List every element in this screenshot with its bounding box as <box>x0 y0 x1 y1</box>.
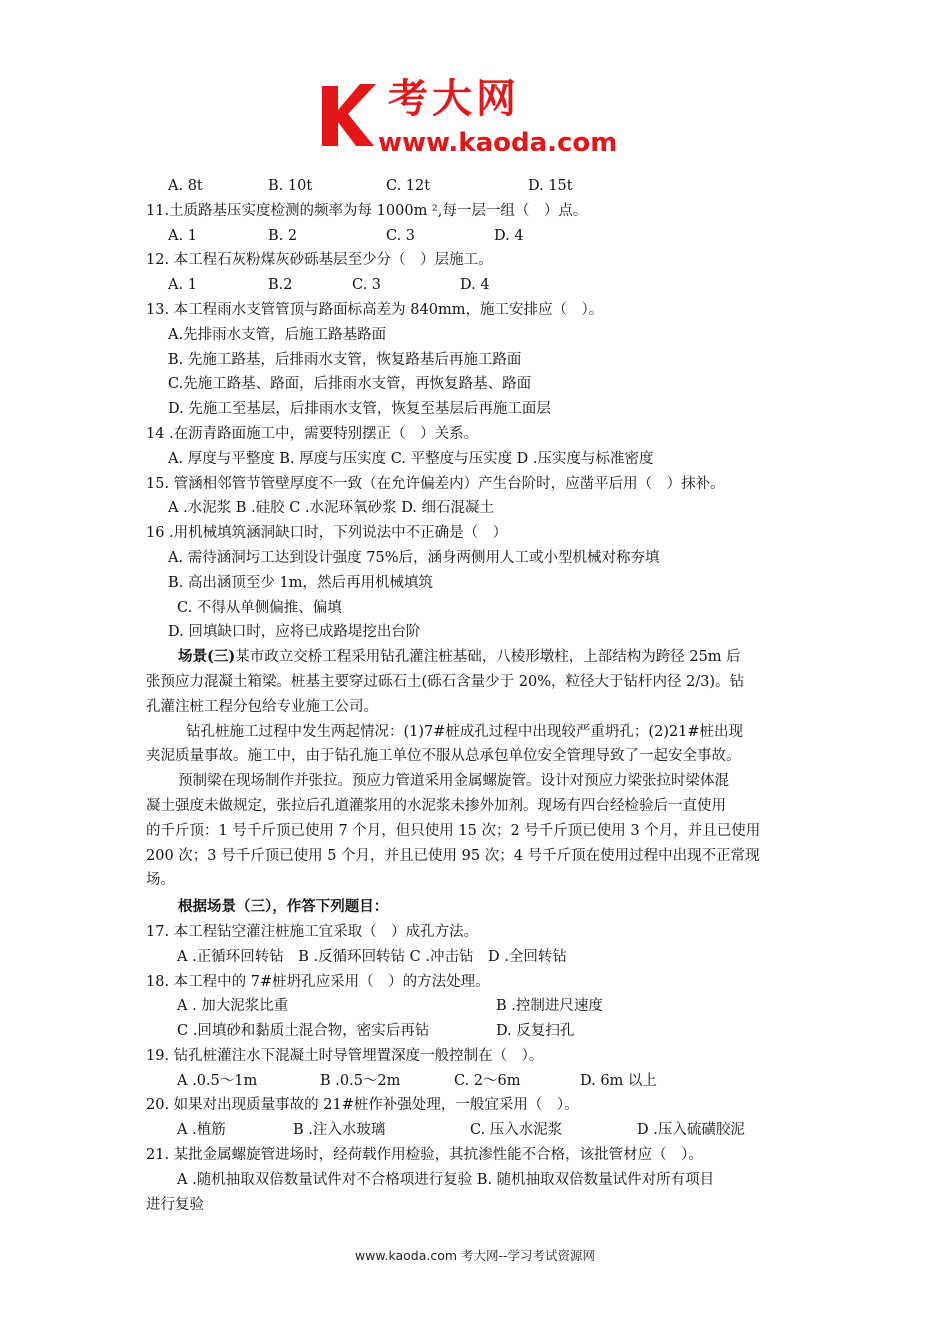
option-c: C. 压入水泥浆 <box>470 1122 563 1139</box>
scenario-3-para-3-line-2: 凝土强度未做规定，张拉后孔道灌浆用的水泥浆未掺外加剂。现场有四台经检验后一直使用 <box>146 797 726 814</box>
question-11: 11.土质路基压实度检测的频率为每 1000m ²,每一层一组（ ）点。 <box>146 202 588 219</box>
question-21: 21. 某批金属螺旋管进场时，经荷载作用检验，其抗渗性能不合格，该批管材应（ ）。 <box>146 1147 703 1164</box>
scenario-3-para-3-line-1: 预制梁在现场制作并张拉。预应力管道采用金属螺旋管。设计对预应力梁张拉时梁体混 <box>178 773 729 790</box>
option-b: B .控制进尺速度 <box>496 998 603 1015</box>
scenario-3-prompt: 根据场景（三），作答下列题目： <box>178 898 389 916</box>
question-17: 17. 本工程钻空灌注桩施工宜采取（ ）成孔方法。 <box>146 923 479 940</box>
page-footer: www.kaoda.com 考大网--学习考试资源网 <box>354 1248 596 1263</box>
question-12: 12. 本工程石灰粉煤灰砂砾基层至少分（ ）层施工。 <box>146 252 493 269</box>
scenario-3-para-3-line-5: 场。 <box>146 872 175 889</box>
option-a: A .植筋 <box>177 1122 226 1139</box>
question-15: 15. 管涵相邻管节管壁厚度不一致（在允许偏差内）产生台阶时，应凿平后用（ ）抹补。 <box>146 475 725 492</box>
option-a: A .0.5～1m <box>177 1072 258 1089</box>
scenario-3-para-2-line-2: 夹泥质量事故。施工中，由于钻孔施工单位不服从总承包单位安全管理导致了一起安全事故。 <box>146 748 741 765</box>
option-b: B .注入水玻璃 <box>293 1122 386 1139</box>
logo-brand-cn: 考大网 <box>388 76 520 122</box>
scenario-3-para-1-line-3: 孔灌注桩工程分包给专业施工公司。 <box>146 698 378 715</box>
option-c: C. 12t <box>386 178 431 194</box>
q15-options: A .水泥浆 B .硅胶 C .水泥环氧砂浆 D. 细石混凝土 <box>168 500 495 517</box>
option-c: C. 3 <box>386 227 416 244</box>
q13-option-c: C.先施工路基、路面，后排雨水支管，再恢复路基、路面 <box>168 376 532 393</box>
option-d: D. 15t <box>528 178 573 194</box>
option-b: B .0.5～2m <box>320 1072 401 1089</box>
q18-options-cd <box>146 1019 812 1044</box>
q12-options <box>146 273 812 298</box>
option-d: D. 6m 以上 <box>580 1072 657 1089</box>
q16-option-b: B. 高出涵顶至少 1m，然后再用机械填筑 <box>168 574 433 591</box>
question-18: 18. 本工程中的 7#桩坍孔应采用（ ）的方法处理。 <box>146 973 490 990</box>
option-b: B.2 <box>268 277 293 294</box>
q18-options-ab <box>146 994 812 1019</box>
option-d: D. 4 <box>494 227 524 244</box>
option-a: A. 1 <box>168 277 197 294</box>
q16-option-a: A. 需待涵洞圬工达到设计强度 75%后，涵身两侧用人工或小型机械对称夯填 <box>168 549 660 566</box>
q19-options <box>146 1069 812 1094</box>
option-b: B. 10t <box>268 178 313 194</box>
document-body <box>146 174 812 1217</box>
option-b: B. 2 <box>268 227 298 244</box>
q16-option-c: C. 不得从单侧偏推、偏填 <box>177 599 342 616</box>
scenario-3-label: 场景(三) <box>178 648 236 666</box>
option-a: A . 加大泥浆比重 <box>177 998 289 1015</box>
option-a: A. 8t <box>168 178 203 194</box>
k-logo-mark-icon <box>318 80 378 150</box>
option-d: D. 反复扫孔 <box>496 1023 575 1040</box>
question-14: 14 .在沥青路面施工中，需要特别摆正（ ）关系。 <box>146 425 479 442</box>
scenario-3-para-1-line-2: 张预应力混凝土箱梁。桩基主要穿过砾石土(砾石含量少于 20%，粒径大于钻杆内径 2/3)。钻 <box>146 673 745 690</box>
question-13: 13. 本工程雨水支管管顶与路面标高差为 840mm，施工安排应（ ）。 <box>146 301 604 318</box>
q16-option-d: D. 回填缺口时，应将已成路堤挖出台阶 <box>168 624 421 641</box>
option-c: C. 3 <box>352 277 382 294</box>
question-20: 20. 如果对出现质量事故的 21#桩作补强处理，一般宜采用（ ）。 <box>146 1097 579 1114</box>
q13-option-b: B. 先施工路基，后排雨水支管，恢复路基后再施工路面 <box>168 351 522 368</box>
q21-option-a-line-1: A .随机抽取双倍数量试件对不合格项进行复验 B. 随机抽取双倍数量试件对所有项目 <box>177 1171 715 1188</box>
q17-options: A .正循环回转钻 B .反循环回转钻 C .冲击钻 D .全回转钻 <box>177 948 567 965</box>
scenario-3-para-3-line-4: 200 次；3 号千斤顶已使用 5 个月，并且已使用 95 次；4 号千斤顶在使用过程中出现不正常现 <box>146 847 760 864</box>
scenario-3-para-1-line-1: 场景(三)某市政立交桥工程采用钻孔灌注桩基础，八棱形墩柱，上部结构为跨径 25m 后 <box>178 648 741 666</box>
option-d: D. 4 <box>460 277 490 294</box>
q13-option-d: D. 先施工至基层，后排雨水支管，恢复至基层后再施工面层 <box>168 401 551 418</box>
scenario-3-para-3-line-3: 的千斤顶：1 号千斤顶已使用 7 个月，但只使用 15 次；2 号千斤顶已使用 3 个月，并且已使用 <box>146 822 761 839</box>
kaoda-logo <box>318 74 638 164</box>
logo-url: www.kaoda.com <box>378 128 618 158</box>
question-19: 19. 钻孔桩灌注水下混凝土时导管埋置深度一般控制在（ ）。 <box>146 1047 544 1064</box>
q13-option-a: A.先排雨水支管，后施工路基路面 <box>168 326 387 343</box>
scenario-3-para-2-line-1: 钻孔桩施工过程中发生两起情况：(1)7#桩成孔过程中出现较严重坍孔；(2)21#桩出现 <box>186 723 744 740</box>
option-a: A. 1 <box>168 227 197 244</box>
option-c: C .回填砂和黏质土混合物，密实后再钻 <box>177 1023 430 1040</box>
q21-option-a-line-2: 进行复验 <box>146 1196 204 1213</box>
option-d: D .压入硫磺胶泥 <box>637 1122 745 1139</box>
q20-options <box>146 1118 812 1143</box>
question-16: 16 .用机械填筑涵洞缺口时，下列说法中不正确是（ ） <box>146 525 508 542</box>
q11-options <box>146 224 812 249</box>
q10-options <box>146 174 812 199</box>
q14-options: A. 厚度与平整度 B. 厚度与压实度 C. 平整度与压实度 D .压实度与标准密度 <box>168 450 654 467</box>
option-c: C. 2～6m <box>454 1072 521 1089</box>
